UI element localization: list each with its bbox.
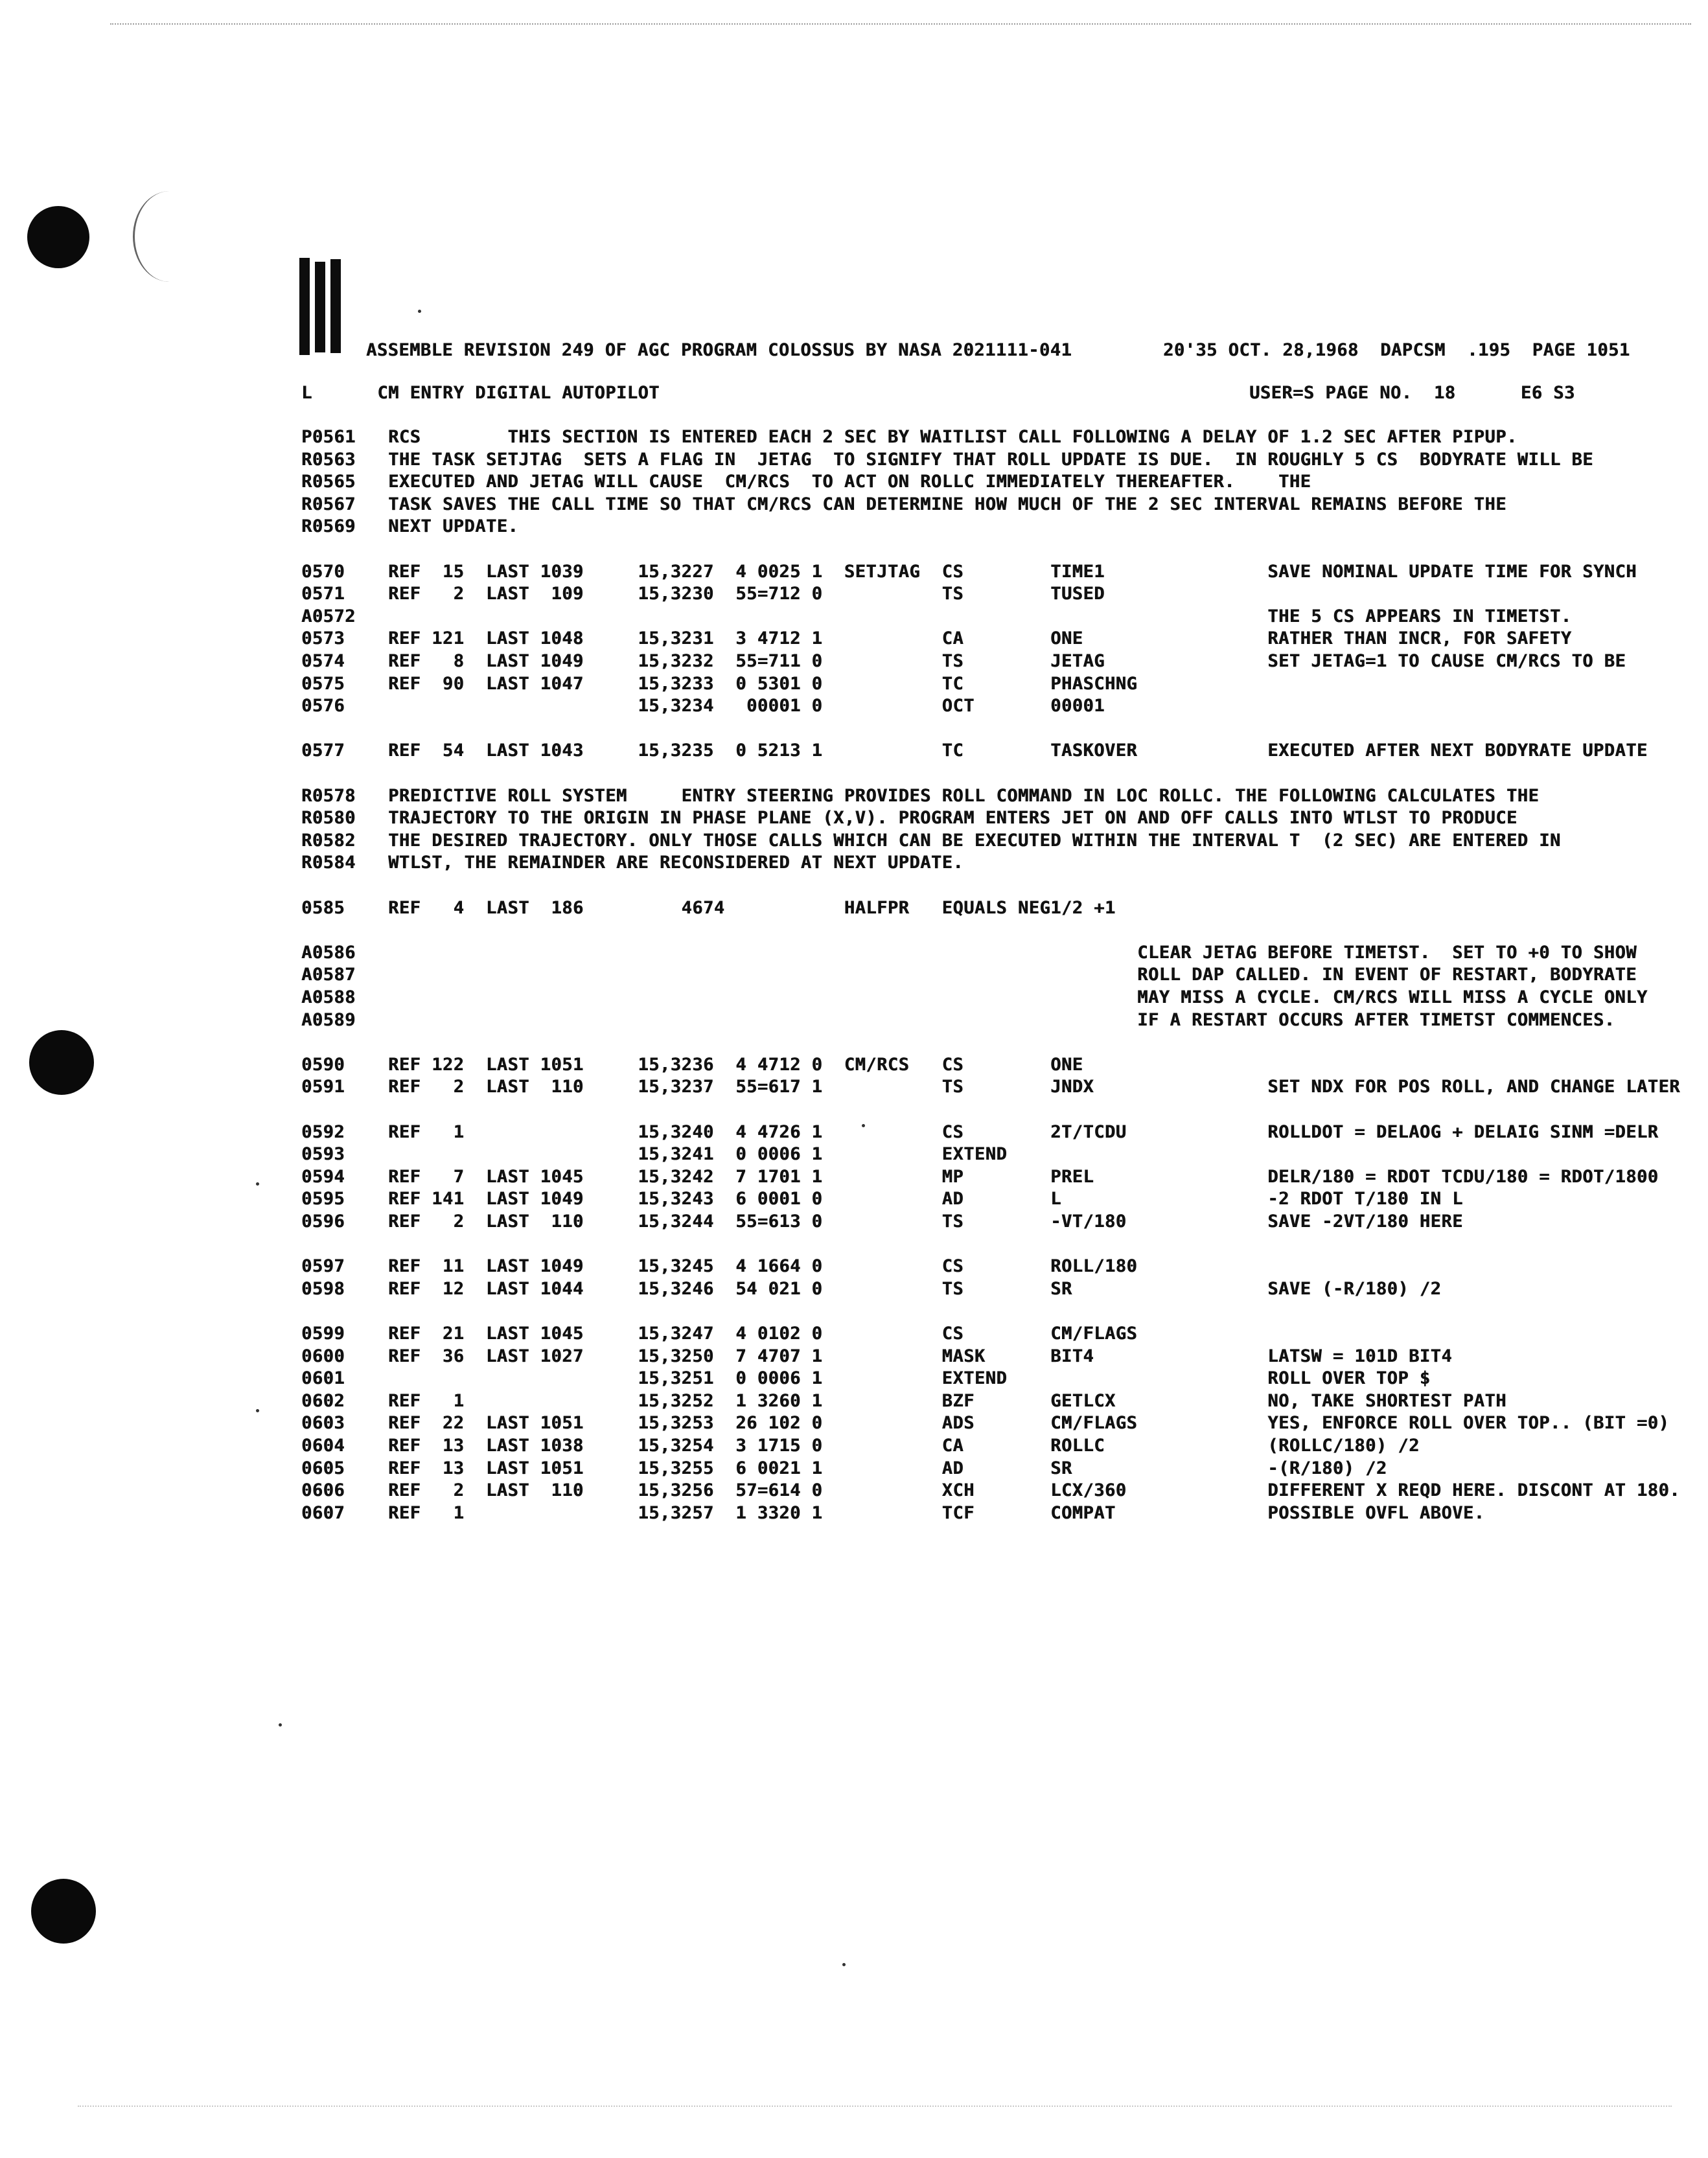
listing-line: 0575 REF 90 LAST 1047 15,3233 0 5301 0 TC PHASCHNG [301, 673, 1138, 694]
binder-hole-top [27, 206, 89, 268]
listing-line: A0586 CLEAR JETAG BEFORE TIMETST. SET TO +0 TO SHOW [301, 942, 1637, 963]
listing-line: 0597 REF 11 LAST 1049 15,3245 4 1664 0 CS ROLL/180 [301, 1256, 1138, 1277]
listing-line: 0605 REF 13 LAST 1051 15,3255 6 0021 1 AD SR -(R/180) /2 [301, 1458, 1387, 1478]
listing-line: R0567 TASK SAVES THE CALL TIME SO THAT CM/RCS CAN DETERMINE HOW MUCH OF THE 2 SEC INTERVAL REMAINS BEFORE THE [301, 494, 1506, 514]
listing-line: A0588 MAY MISS A CYCLE. CM/RCS WILL MISS A CYCLE ONLY [301, 987, 1648, 1007]
listing-line: 0607 REF 1 15,3257 1 3320 1 TCF COMPAT POSSIBLE OVFL ABOVE. [301, 1502, 1485, 1523]
listing-line: 0602 REF 1 15,3252 1 3260 1 BZF GETLCX NO, TAKE SHORTEST PATH [301, 1390, 1506, 1411]
listing-line: 0590 REF 122 LAST 1051 15,3236 4 4712 0 CM/RCS CS ONE [301, 1054, 1083, 1075]
user-page-number: USER=S PAGE NO. 18 E6 S3 [1249, 383, 1575, 403]
listing-line: R0582 THE DESIRED TRAJECTORY. ONLY THOSE CALLS WHICH CAN BE EXECUTED WITHIN THE INTERVAL T (2 SEC) ARE ENTERED IN [301, 830, 1561, 851]
listing-line: 0574 REF 8 LAST 1049 15,3232 55=711 0 TS JETAG SET JETAG=1 TO CAUSE CM/RCS TO BE [301, 651, 1626, 671]
speck [842, 1963, 846, 1966]
listing-line: 0571 REF 2 LAST 109 15,3230 55=712 0 TS TUSED [301, 584, 1105, 604]
header-title: ASSEMBLE REVISION 249 OF AGC PROGRAM COLOSSUS BY NASA 2021111-041 [366, 340, 1072, 360]
listing-line: 0592 REF 1 15,3240 4 4726 1 CS 2T/TCDU ROLLDOT = DELAOG + DELAIG SINM =DELR [301, 1121, 1659, 1142]
listing-line: 0593 15,3241 0 0006 1 EXTEND [301, 1144, 1008, 1165]
speck [256, 1409, 259, 1412]
listing-line: R0580 TRAJECTORY TO THE ORIGIN IN PHASE PLANE (X,V). PROGRAM ENTERS JET ON AND OFF CALLS INTO WTLST TO PRODUCE [301, 808, 1518, 829]
listing-line: R0563 THE TASK SETJTAG SETS A FLAG IN JETAG TO SIGNIFY THAT ROLL UPDATE IS DUE. IN ROUGHLY 5 CS BODYRATE WILL BE [301, 449, 1593, 470]
bottom-tear-line [78, 2106, 1672, 2107]
listing-line: 0577 REF 54 LAST 1043 15,3235 0 5213 1 TC TASKOVER EXECUTED AFTER NEXT BODYRATE UPDATE [301, 740, 1648, 761]
listing-line: R0569 NEXT UPDATE. [301, 516, 519, 537]
binder-hole-bottom [31, 1879, 96, 1944]
listing-line: 0576 15,3234 00001 0 OCT 00001 [301, 696, 1105, 717]
listing-line: R0578 PREDICTIVE ROLL SYSTEM ENTRY STEERING PROVIDES ROLL COMMAND IN LOC ROLLC. THE FOLLOWING CALCULATES THE [301, 785, 1540, 806]
listing-line: 0599 REF 21 LAST 1045 15,3247 4 0102 0 CS CM/FLAGS [301, 1324, 1138, 1344]
listing-line: 0601 15,3251 0 0006 1 EXTEND ROLL OVER TOP $ [301, 1368, 1431, 1389]
listing-line: P0561 RCS THIS SECTION IS ENTERED EACH 2 SEC BY WAITLIST CALL FOLLOWING A DELAY OF 1.2 SEC AFTER PIPUP. [301, 427, 1518, 447]
speck [256, 1182, 259, 1186]
listing-line: A0587 ROLL DAP CALLED. IN EVENT OF RESTART, BODYRATE [301, 965, 1637, 985]
top-tear-line [110, 23, 1691, 25]
listing-line: 0594 REF 7 LAST 1045 15,3242 7 1701 1 MP PREL DELR/180 = RDOT TCDU/180 = RDOT/1800 [301, 1166, 1659, 1187]
listing-line: 0603 REF 22 LAST 1051 15,3253 26 102 0 ADS CM/FLAGS YES, ENFORCE ROLL OVER TOP.. (BIT =0) [301, 1413, 1670, 1434]
binder-hole-middle [29, 1030, 94, 1095]
listing-line: 0585 REF 4 LAST 186 4674 HALFPR EQUALS NEG1/2 +1 [301, 897, 1116, 918]
listing-line: 0596 REF 2 LAST 110 15,3244 55=613 0 TS -VT/180 SAVE -2VT/180 HERE [301, 1211, 1463, 1232]
listing-line: 0573 REF 121 LAST 1048 15,3231 3 4712 1 CA ONE RATHER THAN INCR, FOR SAFETY [301, 628, 1572, 649]
speck [418, 310, 421, 313]
listing-line: 0600 REF 36 LAST 1027 15,3250 7 4707 1 MASK BIT4 LATSW = 101D BIT4 [301, 1346, 1453, 1366]
listing-line: 0604 REF 13 LAST 1038 15,3254 3 1715 0 CA ROLLC (ROLLC/180) /2 [301, 1436, 1420, 1456]
section-title: L CM ENTRY DIGITAL AUTOPILOT [301, 383, 660, 403]
listing-line: A0589 IF A RESTART OCCURS AFTER TIMETST COMMENCES. [301, 1009, 1615, 1030]
page-bar-mark [299, 258, 343, 374]
listing-line: 0598 REF 12 LAST 1044 15,3246 54 021 0 TS SR SAVE (-R/180) /2 [301, 1278, 1442, 1299]
speck [279, 1723, 282, 1727]
listing-line: R0565 EXECUTED AND JETAG WILL CAUSE CM/RCS TO ACT ON ROLLC IMMEDIATELY THEREAFTER. THE [301, 472, 1311, 492]
punch-arc-mark [133, 191, 206, 282]
listing-line: 0591 REF 2 LAST 110 15,3237 55=617 1 TS JNDX SET NDX FOR POS ROLL, AND CHANGE LATER [301, 1077, 1680, 1097]
listing-line: R0584 WTLST, THE REMAINDER ARE RECONSIDERED AT NEXT UPDATE. [301, 853, 964, 873]
listing-line: 0570 REF 15 LAST 1039 15,3227 4 0025 1 SETJTAG CS TIME1 SAVE NOMINAL UPDATE TIME FOR SYNCH [301, 561, 1637, 582]
listing-line: A0572 THE 5 CS APPEARS IN TIMETST. [301, 606, 1572, 626]
listing-line: 0606 REF 2 LAST 110 15,3256 57=614 0 XCH LCX/360 DIFFERENT X REQD HERE. DISCONT AT 180. [301, 1480, 1680, 1501]
listing-line: 0595 REF 141 LAST 1049 15,3243 6 0001 0 AD L -2 RDOT T/180 IN L [301, 1189, 1463, 1210]
header-date-page: 20'35 OCT. 28,1968 DAPCSM .195 PAGE 1051 [1163, 340, 1630, 360]
